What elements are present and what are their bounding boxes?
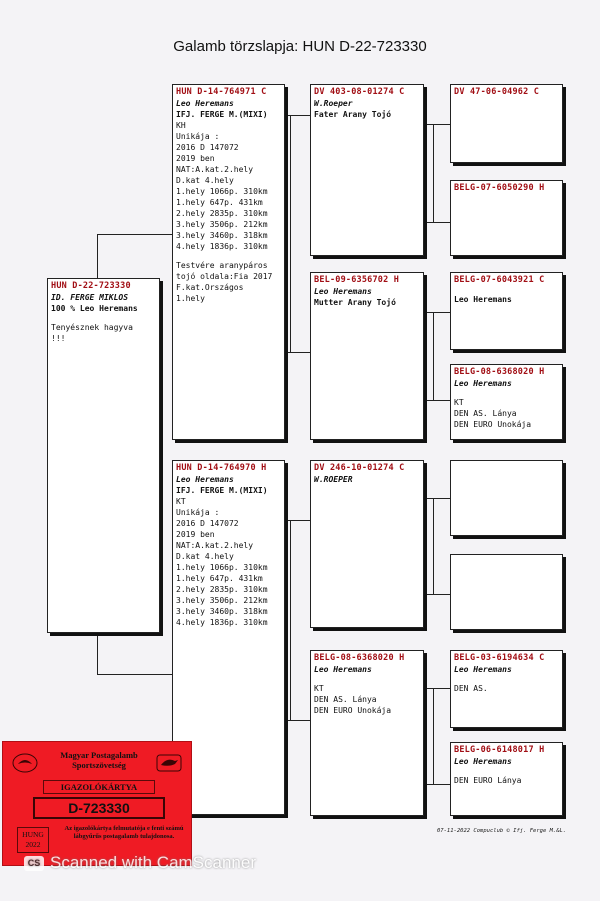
mother-line: 4.hely 1836p. 310km [176, 618, 268, 627]
mother-breeder: Leo Heremans [176, 475, 234, 484]
connector [285, 352, 310, 353]
subject-note: !!! [51, 334, 66, 343]
scanner-text: Scanned with CamScanner [50, 853, 257, 872]
grandparent-fm-box [310, 272, 424, 440]
ff-breeder: W.Roeper [314, 99, 353, 108]
great-grandparent-mmm-box [450, 742, 563, 816]
page-title: Galamb törzslapja: HUN D-22-723330 [173, 38, 427, 55]
father-line: 1.hely 647p. 431km [176, 198, 263, 207]
card-year: 2022 [25, 840, 41, 849]
grandparent-mf-box [310, 460, 424, 628]
mother-line: NAT:A.kat.2.hely [176, 541, 254, 550]
mother-line: 3.hely 3460p. 318km [176, 607, 268, 616]
mm-line: DEN AS. Lánya [314, 695, 377, 704]
connector [425, 400, 450, 401]
mother-line: 3.hely 3506p. 212km [176, 596, 268, 605]
footer-credit: 07-11-2022 Compuclub © Ifj. Ferge M.&L. [437, 828, 567, 834]
connector [285, 720, 310, 721]
mm-breeder: Leo Heremans [314, 665, 372, 674]
mother-line: KT [176, 497, 186, 506]
mm-line: DEN EURO Unokája [314, 706, 392, 715]
father-line: 4.hely 1836p. 310km [176, 242, 268, 251]
connector [290, 520, 291, 720]
father-extra: 1.hely [176, 294, 205, 303]
card-country: HUNG [22, 830, 44, 839]
connector [425, 312, 450, 313]
great-grandparent-fff-box [450, 84, 563, 163]
pigeon-logo-icon [155, 752, 183, 774]
camscanner-logo-icon: CS [24, 856, 44, 871]
grandparent-mm-box [310, 650, 424, 816]
ffm-ring: BELG-07-6050290 H [454, 183, 545, 193]
ff-ring: DV 403-08-01274 C [314, 87, 405, 97]
mother-line: 1.hely 647p. 431km [176, 574, 263, 583]
mf-ring: DV 246-10-01274 C [314, 463, 405, 473]
father-ring: HUN D-14-764971 C [176, 87, 267, 97]
connector [433, 312, 434, 400]
fmm-line: DEN AS. Lánya [454, 409, 517, 418]
connector [425, 498, 450, 499]
mmm-breeder: Leo Heremans [454, 757, 512, 766]
subject-share: 100 % Leo Heremans [51, 304, 138, 313]
card-text: Az igazolókártya felmutatója e fenti számú lábgyűrűs postagalamb tulajdonosa. [64, 825, 184, 840]
father-extra: Testvére aranypáros [176, 261, 268, 270]
connector [97, 674, 173, 675]
father-line: 3.hely 3460p. 318km [176, 231, 268, 240]
fm-ring: BEL-09-6356702 H [314, 275, 400, 285]
great-grandparent-mmf-box [450, 650, 563, 728]
mother-line: 2019 ben [176, 530, 215, 539]
great-grandparent-mff-box [450, 460, 563, 536]
father-extra: F.kat.Országos [176, 283, 244, 292]
great-grandparent-mfm-box [450, 554, 563, 630]
mmf-breeder: Leo Heremans [454, 665, 512, 674]
subject-name: ID. FERGE MIKLOS [51, 293, 129, 302]
father-box [172, 84, 285, 440]
mmf-ring: BELG-03-6194634 C [454, 653, 545, 663]
connector [97, 234, 98, 278]
card-org: Magyar Postagalamb Sportszövetség [60, 750, 138, 770]
fm-breeder: Leo Heremans [314, 287, 372, 296]
card-year-box [17, 827, 49, 853]
mf-breeder: W.ROEPER [314, 475, 353, 484]
connector [425, 784, 450, 785]
card-ring-number: D-723330 [33, 797, 165, 819]
connector [97, 632, 98, 674]
mmm-ring: BELG-06-6148017 H [454, 745, 545, 755]
federation-seal-icon [11, 752, 39, 774]
id-card [2, 741, 192, 866]
connector [97, 234, 173, 235]
mother-line: 2016 D 147072 [176, 519, 239, 528]
mother-owner: IFJ. FERGE M.(MIXI) [176, 486, 268, 495]
father-breeder: Leo Heremans [176, 99, 234, 108]
fmm-line: KT [454, 398, 464, 407]
mm-line: KT [314, 684, 324, 693]
father-line: KH [176, 121, 186, 130]
mother-line: D.kat 4.hely [176, 552, 234, 561]
grandparent-ff-box [310, 84, 424, 256]
mother-line: Unikája : [176, 508, 220, 517]
father-line: NAT:A.kat.2.hely [176, 165, 254, 174]
connector [425, 124, 450, 125]
father-line: 2016 D 147072 [176, 143, 239, 152]
connector [285, 115, 310, 116]
card-label: IGAZOLÓKÁRTYA [43, 780, 155, 794]
father-line: 1.hely 1066p. 310km [176, 187, 268, 196]
mother-line: 1.hely 1066p. 310km [176, 563, 268, 572]
connector [290, 115, 291, 352]
great-grandparent-ffm-box [450, 180, 563, 256]
great-grandparent-fmm-box [450, 364, 563, 440]
connector [425, 222, 450, 223]
father-owner: IFJ. FERGE M.(MIXI) [176, 110, 268, 119]
connector [433, 124, 434, 222]
father-line: 2019 ben [176, 154, 215, 163]
fmm-breeder: Leo Heremans [454, 379, 512, 388]
ff-name: Fater Arany Tojó [314, 110, 392, 119]
mmm-line: DEN EURO Lánya [454, 776, 522, 785]
subject-box [47, 278, 160, 633]
father-line: D.kat 4.hely [176, 176, 234, 185]
father-line: Unikája : [176, 132, 220, 141]
fmf-name: Leo Heremans [454, 295, 512, 304]
great-grandparent-fmf-box [450, 272, 563, 350]
mmf-line: DEN AS. [454, 684, 488, 693]
subject-ring: HUN D-22-723330 [51, 281, 131, 291]
connector [433, 688, 434, 784]
fff-ring: DV 47-06-04962 C [454, 87, 540, 97]
mm-ring: BELG-08-6368020 H [314, 653, 405, 663]
mother-ring: HUN D-14-764970 H [176, 463, 267, 473]
scanner-watermark [24, 853, 256, 873]
fmf-ring: BELG-07-6043921 C [454, 275, 545, 285]
subject-note: Tenyésznek hagyva [51, 323, 133, 332]
fmm-ring: BELG-08-6368020 H [454, 367, 545, 377]
father-extra: tojó oldala:Fia 2017 [176, 272, 273, 281]
fm-name: Mutter Arany Tojó [314, 298, 396, 307]
connector [433, 498, 434, 594]
connector [425, 688, 450, 689]
mother-line: 2.hely 2835p. 310km [176, 585, 268, 594]
father-line: 3.hely 3506p. 212km [176, 220, 268, 229]
father-line: 2.hely 2835p. 310km [176, 209, 268, 218]
connector [425, 594, 450, 595]
connector [285, 520, 310, 521]
fmm-line: DEN EURO Unokája [454, 420, 532, 429]
